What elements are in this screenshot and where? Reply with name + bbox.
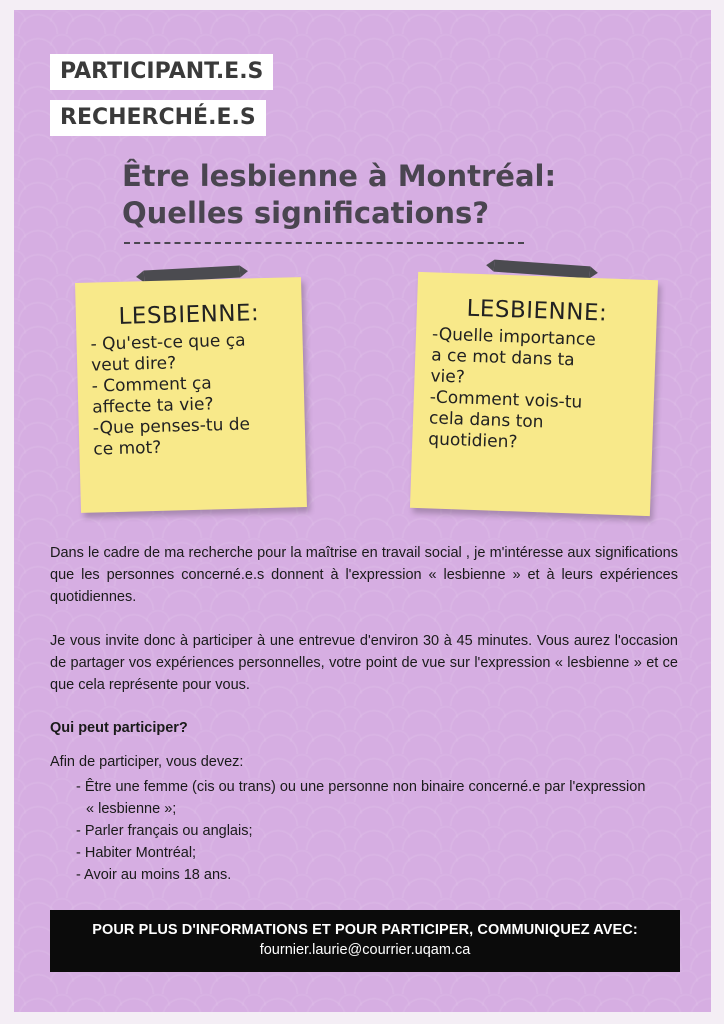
note-line: -Que penses-tu de [92,414,251,439]
title-divider [124,242,524,244]
note-lines [412,324,656,458]
tag-participants: PARTICIPANT.E.S [50,54,273,90]
note-line: a ce mot dans ta [430,345,575,371]
criteria-item: - Être une femme (cis ou trans) ou une personne non binaire concerné.e par l'expression « lesbienne »; [76,779,646,817]
note-line: - Qu'est-ce que ça [90,330,246,355]
tag-recherches: RECHERCHÉ.E.S [50,100,266,136]
intro-paragraph: Dans le cadre de ma recherche pour la maîtrise en travail social , je m'intéresse aux significations que les personnes concerné.e.s donnent à l'expression « lesbienne » et à leurs expériences quotidiennes. [50,545,678,605]
note-line: quotidien? [428,429,518,453]
note-heading: LESBIENNE: [118,300,260,330]
criteria-intro: Afin de participer, vous devez: [50,754,244,770]
criteria-item: - Avoir au moins 18 ans. [76,867,232,883]
note-line: ce mot? [93,437,162,460]
note-line: - Comment ça [91,373,212,397]
title-line-1: Être lesbienne à Montréal: [122,159,557,193]
title-line-2: Quelles significations? [122,196,490,230]
invitation-paragraph: Je vous invite donc à participer à une entrevue d'environ 30 à 45 minutes. Vous aurez l'occasion de partager vos expériences personnelles, votre point de vue sur l'expression « lesbienne » et ce que cela représente pour vous. [50,633,678,693]
criteria-item: - Parler français ou anglais; [76,823,253,839]
sticky-note-right [410,272,658,516]
sticky-note-left [75,277,307,513]
note-line: cela dans ton [428,408,544,433]
contact-email[interactable]: fournier.laurie@courrier.uqam.ca [259,942,471,958]
criteria-item: - Habiter Montréal; [76,845,197,861]
note-line: veut dire? [90,353,177,376]
note-line: -Quelle importance [431,324,597,351]
note-line: vie? [430,366,466,388]
contact-banner [50,910,680,972]
page-title [122,158,642,232]
note-lines [76,329,305,461]
note-line: -Comment vois-tu [429,387,583,413]
criteria-list [76,776,656,886]
eligibility-heading: Qui peut participer? [50,720,188,736]
contact-heading: POUR PLUS D'INFORMATIONS ET POUR PARTICIPER, COMMUNIQUEZ AVEC: [92,922,638,938]
poster [14,10,711,1012]
note-line: affecte ta vie? [92,394,214,418]
note-heading: LESBIENNE: [466,295,608,327]
